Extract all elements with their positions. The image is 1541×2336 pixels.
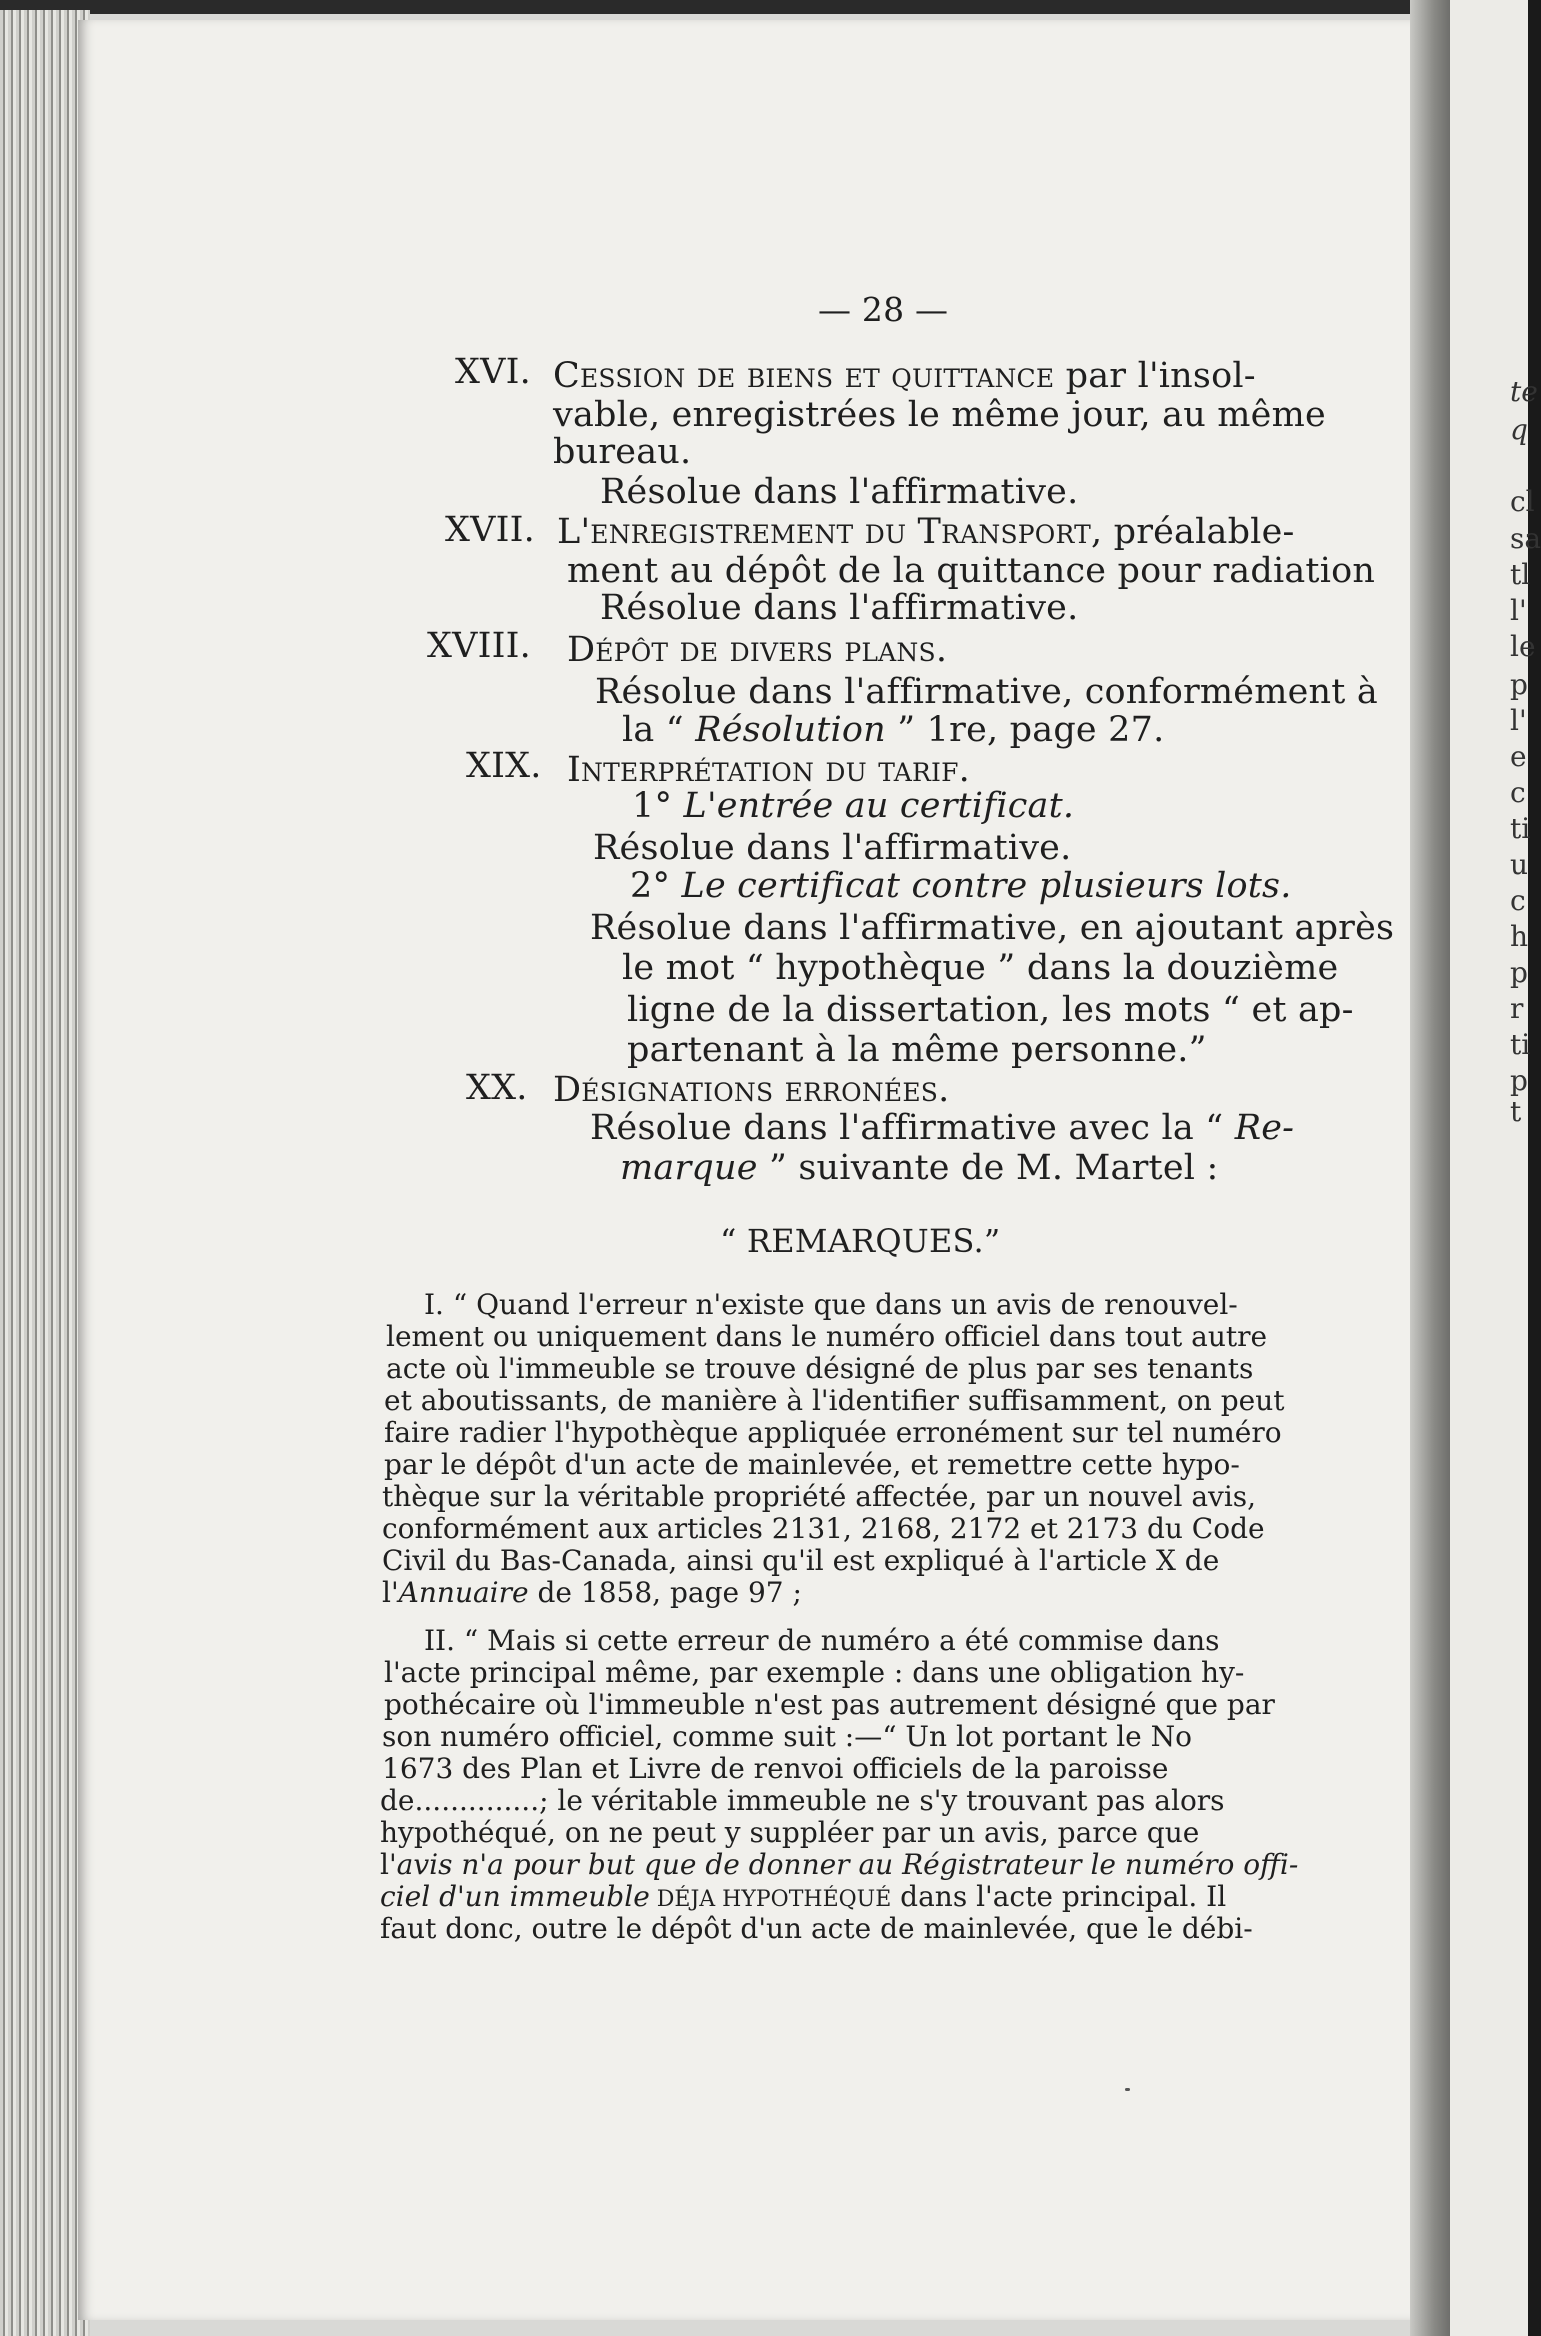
italic-text: avis n'a pour but que de donner au Régistrateur le numéro offi- xyxy=(396,1848,1299,1881)
remark-line xyxy=(382,1576,802,1609)
italic-text: marque xyxy=(620,1148,758,1188)
body-line: ment au dépôt de la quittance pour radiation xyxy=(567,551,1376,591)
item-number: XVI. xyxy=(455,352,531,392)
remark-line: hypothéqué, on ne peut y suppléer par un avis, parce que xyxy=(380,1816,1200,1849)
remark-line xyxy=(380,1880,1226,1913)
body-line xyxy=(632,786,1074,826)
item-heading: Interprétation du tarif. xyxy=(567,750,970,790)
facing-page-text: ti xyxy=(1510,812,1531,845)
body-text: ” suivante de M. Martel : xyxy=(757,1148,1219,1188)
remark-line xyxy=(380,1848,1298,1881)
body-line: ligne de la dissertation, les mots “ et ap- xyxy=(627,990,1354,1030)
body-line: partenant à la même personne.” xyxy=(627,1030,1207,1070)
item-heading xyxy=(553,356,1256,396)
facing-page-text: c xyxy=(1510,884,1526,917)
remark-line: faire radier l'hypothèque appliquée erronément sur tel numéro xyxy=(384,1416,1282,1449)
item-heading-rest: par l'insol- xyxy=(1054,356,1256,396)
body-text: dans l'acte principal. Il xyxy=(891,1880,1227,1913)
body-line xyxy=(620,1148,1218,1188)
remark-line: acte où l'immeuble se trouve désigné de plus par ses tenants xyxy=(386,1352,1254,1385)
resolution-line: Résolue dans l'affirmative. xyxy=(600,472,1079,512)
facing-page-text: q xyxy=(1510,413,1528,446)
facing-page-text: l' xyxy=(1510,704,1527,737)
item-number: XVIII. xyxy=(427,626,531,666)
resolution-line: Résolue dans l'affirmative, en ajoutant après xyxy=(590,908,1395,948)
remark-line: pothécaire où l'immeuble n'est pas autrement désigné que par xyxy=(384,1688,1275,1721)
remark-line: thèque sur la véritable propriété affectée, par un nouvel avis, xyxy=(382,1480,1257,1513)
body-text: de 1858, page 97 ; xyxy=(528,1576,802,1609)
item-number: XVII. xyxy=(445,510,535,550)
italic-text: Annuaire xyxy=(398,1576,529,1609)
facing-page-text: le xyxy=(1510,630,1536,663)
body-text: 2° xyxy=(630,866,682,906)
facing-page-text: p xyxy=(1510,668,1528,701)
paper-speck xyxy=(1125,2088,1130,2091)
body-text: l' xyxy=(382,1576,399,1609)
item-number: XIX. xyxy=(466,746,542,786)
body-text: ” 1re, page 27. xyxy=(885,710,1165,750)
resolution-line: Résolue dans l'affirmative. xyxy=(600,588,1079,628)
page-number: — 28 — xyxy=(818,290,949,329)
body-line: bureau. xyxy=(553,432,692,472)
facing-page-text: r xyxy=(1510,992,1524,1025)
italic-text: ciel d'un immeuble xyxy=(380,1880,650,1913)
item-heading-caps: L'enregistrement du Transport xyxy=(557,512,1091,552)
item-heading-caps: Cession de biens et quittance xyxy=(553,356,1055,396)
facing-page-text: p xyxy=(1510,1064,1528,1097)
facing-page-text: te xyxy=(1510,375,1538,408)
resolution-line: Résolue dans l'affirmative, conformément à xyxy=(595,672,1378,712)
italic-text: Re- xyxy=(1234,1108,1295,1148)
item-heading xyxy=(557,512,1295,552)
item-heading: Dépôt de divers plans. xyxy=(567,630,948,670)
remark-line: II. “ Mais si cette erreur de numéro a été commise dans xyxy=(424,1624,1220,1657)
body-text: Résolue dans l'affirmative avec la “ xyxy=(590,1108,1235,1148)
facing-page-text: t xyxy=(1510,1095,1522,1128)
remark-line: son numéro officiel, comme suit :—“ Un lot portant le No xyxy=(382,1720,1193,1753)
remark-line: par le dépôt d'un acte de mainlevée, et remettre cette hypo- xyxy=(384,1448,1240,1481)
facing-page-text: h xyxy=(1510,920,1529,953)
item-heading: Désignations erronées. xyxy=(553,1070,950,1110)
item-number: XX. xyxy=(466,1068,528,1108)
body-line xyxy=(622,710,1164,750)
remarks-title: “ REMARQUES.” xyxy=(720,1222,1001,1260)
remark-line: l'acte principal même, par exemple : dans une obligation hy- xyxy=(384,1656,1245,1689)
body-line xyxy=(630,866,1292,906)
remark-line: I. “ Quand l'erreur n'existe que dans un avis de renouvel- xyxy=(424,1288,1238,1321)
facing-page-text: e xyxy=(1510,740,1527,773)
remark-line: conformément aux articles 2131, 2168, 2172 et 2173 du Code xyxy=(382,1512,1265,1545)
body-line: le mot “ hypothèque ” dans la douzième xyxy=(622,948,1339,988)
italic-text: L'entrée au certificat. xyxy=(683,786,1075,826)
italic-text: Le certificat contre plusieurs lots. xyxy=(681,866,1292,906)
facing-page-text: sa xyxy=(1510,522,1541,555)
facing-page-text: cl xyxy=(1510,485,1535,518)
body-text: l' xyxy=(380,1848,397,1881)
remark-line: de..............; le véritable immeuble ne s'y trouvant pas alors xyxy=(380,1784,1225,1817)
facing-page-text: p xyxy=(1510,956,1528,989)
facing-page-text: ti xyxy=(1510,1028,1531,1061)
remark-line: faut donc, outre le dépôt d'un acte de mainlevée, que le débi- xyxy=(380,1912,1253,1945)
resolution-line xyxy=(590,1108,1294,1148)
body-line: vable, enregistrées le même jour, au même xyxy=(553,395,1326,435)
italic-text: Résolution xyxy=(695,710,886,750)
item-heading-rest: , préalable- xyxy=(1090,512,1295,552)
remark-line: et aboutissants, de manière à l'identifier suffisamment, on peut xyxy=(384,1384,1285,1417)
remark-line: lement ou uniquement dans le numéro officiel dans tout autre xyxy=(386,1320,1268,1353)
remark-line: Civil du Bas-Canada, ainsi qu'il est expliqué à l'article X de xyxy=(382,1544,1220,1577)
small-caps-text: DÉJA HYPOTHÉQUÉ xyxy=(649,1887,892,1912)
body-text: la “ xyxy=(622,710,696,750)
resolution-line: Résolue dans l'affirmative. xyxy=(593,828,1072,868)
facing-page-text: c xyxy=(1510,776,1526,809)
facing-page-text: tl xyxy=(1510,558,1531,591)
body-text: 1° xyxy=(632,786,684,826)
facing-page-text: l' xyxy=(1510,594,1527,627)
facing-page-text: u xyxy=(1510,848,1529,881)
remark-line: 1673 des Plan et Livre de renvoi officiels de la paroisse xyxy=(382,1752,1169,1785)
